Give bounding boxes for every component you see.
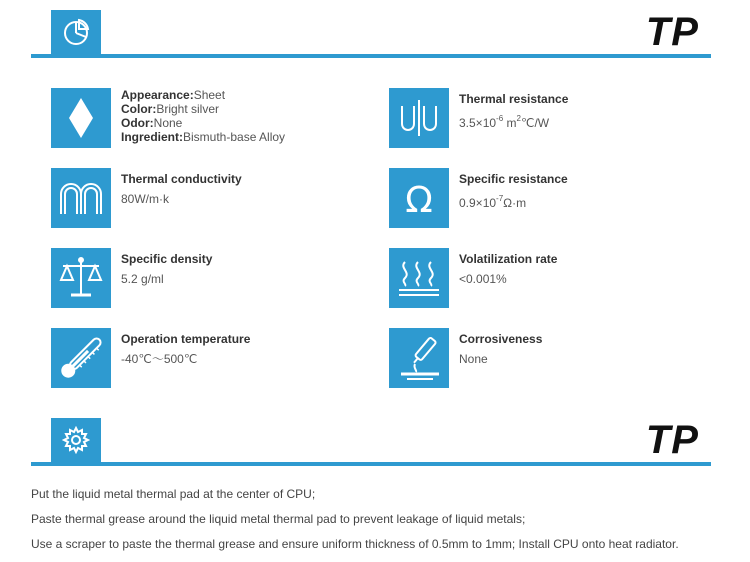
header-rule xyxy=(31,54,711,58)
prop-thermal-conductivity xyxy=(51,168,371,228)
volatilization-rate-title: Volatilization rate xyxy=(459,252,558,266)
pie-chart-icon xyxy=(51,10,101,54)
thermal-conductivity-value: 80W/m·k xyxy=(121,192,169,206)
odor-line: Odor:None xyxy=(121,116,183,130)
operation-temperature-value: -40℃～500℃ xyxy=(121,352,198,366)
step-2: Paste thermal grease around the liquid metal thermal pad to prevent leakage of liquid metals; xyxy=(31,512,526,526)
section-header-usage xyxy=(31,418,711,468)
prop-thermal-resistance xyxy=(389,88,709,148)
prop-corrosiveness xyxy=(389,328,709,388)
vapor-icon xyxy=(389,248,449,308)
appearance-line: Appearance:Sheet xyxy=(121,88,226,102)
brand-logo: TP xyxy=(645,418,699,462)
corrosiveness-title: Corrosiveness xyxy=(459,332,543,346)
prop-specific-resistance xyxy=(389,168,709,228)
step-1: Put the liquid metal thermal pad at the center of CPU; xyxy=(31,487,316,501)
prop-volatilization-rate xyxy=(389,248,709,308)
usage-steps xyxy=(31,487,721,562)
scale-icon xyxy=(51,248,111,308)
specific-density-title: Specific density xyxy=(121,252,213,266)
prop-operation-temperature xyxy=(51,328,371,388)
thermal-conductivity-icon xyxy=(51,168,111,228)
operation-temperature-title: Operation temperature xyxy=(121,332,251,346)
thermal-resistance-title: Thermal resistance xyxy=(459,92,569,106)
color-line: Color:Bright silver xyxy=(121,102,220,116)
specific-resistance-value: $0.9\times 10^{-7}\Omega\cdot m$ xyxy=(459,194,527,210)
thermometer-icon xyxy=(51,328,111,388)
specific-resistance-title: Specific resistance xyxy=(459,172,568,186)
section-header-parameters xyxy=(31,10,711,60)
prop-appearance xyxy=(51,88,371,148)
gear-icon xyxy=(51,418,101,462)
omega-icon xyxy=(389,168,449,228)
thermal-conductivity-title: Thermal conductivity xyxy=(121,172,242,186)
volatilization-rate-value: <0.001% xyxy=(459,272,507,286)
corrosiveness-value: None xyxy=(459,352,488,366)
header-rule xyxy=(31,462,711,466)
diamond-icon xyxy=(51,88,111,148)
brand-logo: TP xyxy=(645,10,699,54)
ingredient-line: Ingredient:Bismuth-base Alloy xyxy=(121,130,286,144)
thermal-resistance-value: $3.5\times 10^{-6}$ $m^2℃/W$ xyxy=(459,114,550,130)
svg-text:Ω: Ω xyxy=(405,180,433,221)
specific-density-value: 5.2 g/ml xyxy=(121,272,164,286)
prop-specific-density xyxy=(51,248,371,308)
thermal-resistance-icon xyxy=(389,88,449,148)
step-3: Use a scraper to paste the thermal grease and ensure uniform thickness of 0.5mm to 1mm; Install CPU onto heat radiator. xyxy=(31,537,679,551)
corrosion-icon xyxy=(389,328,449,388)
